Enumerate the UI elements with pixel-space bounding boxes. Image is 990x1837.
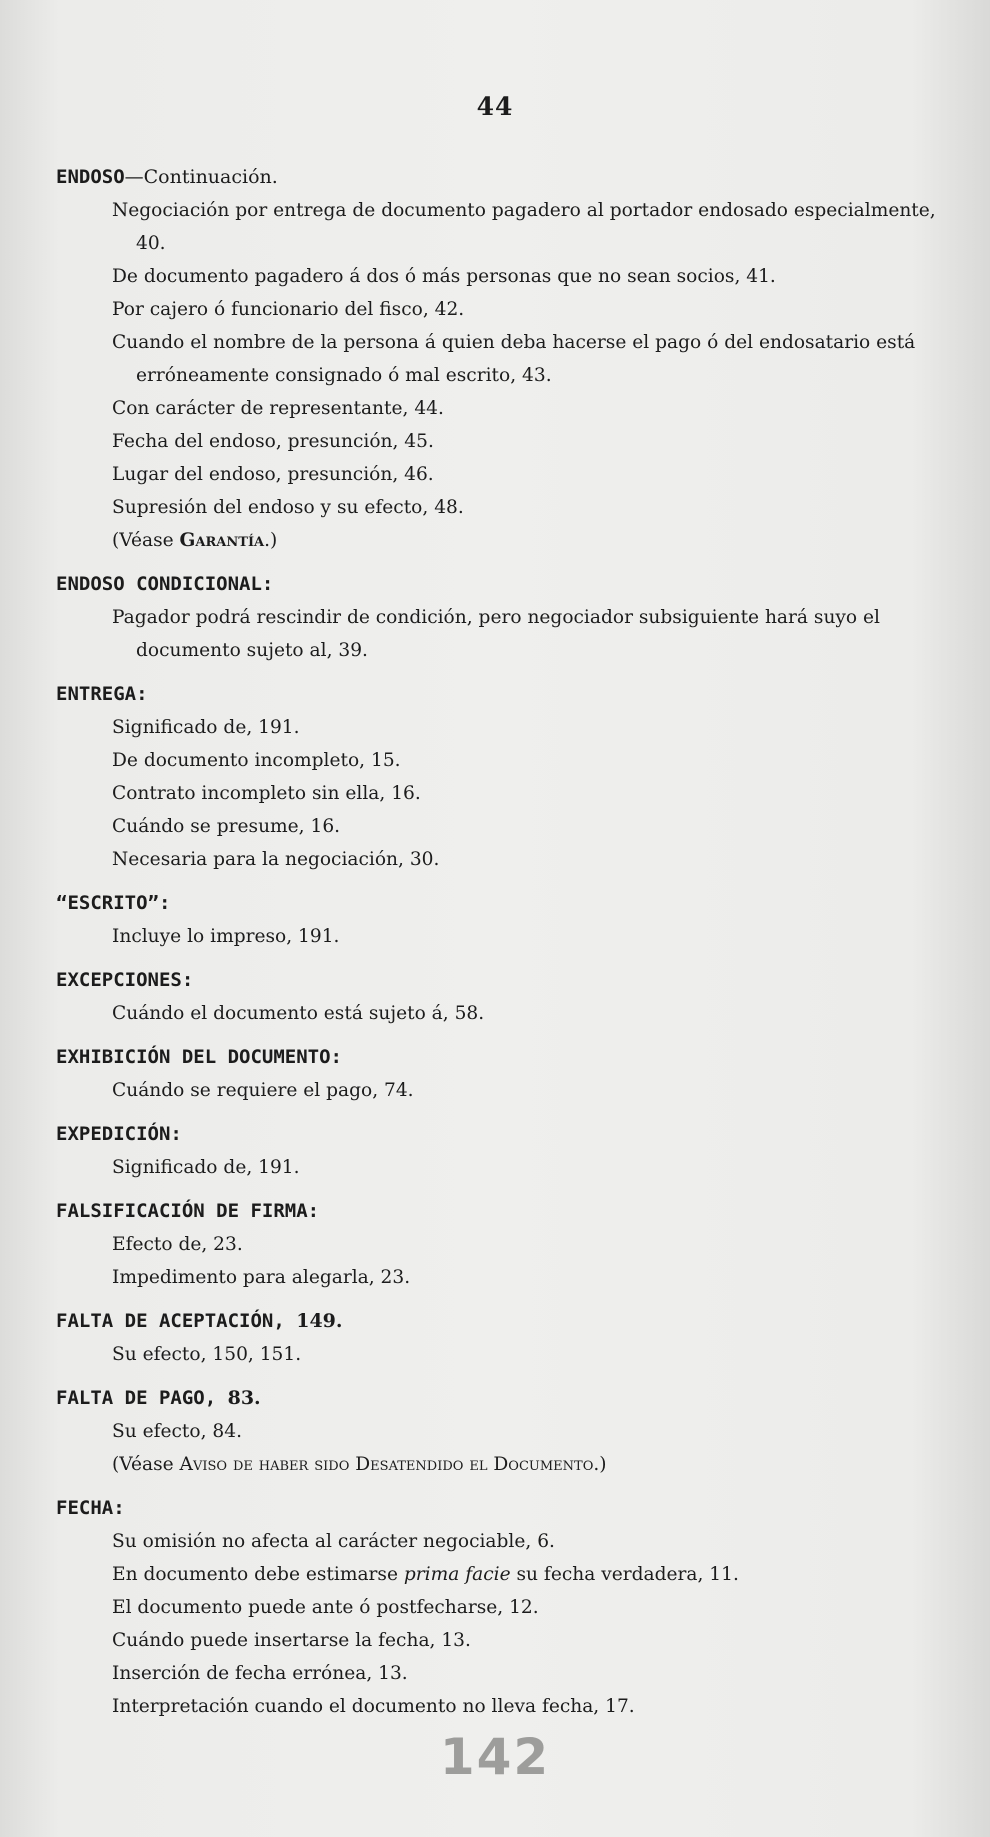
- entry-heading: ENDOSO—Continuación.: [56, 166, 278, 188]
- index-entry-excepciones: [56, 963, 961, 1030]
- entry-line: Necesaria para la negociación, 30.: [112, 849, 440, 870]
- entry-line: Pagador podrá rescindir de condición, pero negociador subsiguiente hará suyo el documento sujeto al, 39.: [112, 607, 880, 661]
- index-entry-falsificacion: [56, 1194, 961, 1294]
- entry-line: Supresión del endoso y su efecto, 48.: [112, 497, 464, 518]
- entry-line: Cuándo se requiere el pago, 74.: [112, 1080, 414, 1101]
- entry-line: Su efecto, 84.: [112, 1421, 242, 1442]
- entry-line: Su efecto, 150, 151.: [112, 1344, 302, 1365]
- entry-heading: EXHIBICIÓN DEL DOCUMENTO:: [56, 1046, 342, 1068]
- entry-line: Fecha del endoso, presunción, 45.: [112, 431, 434, 452]
- entry-line: En documento debe estimarse prima facie su fecha verdadera, 11.: [112, 1564, 739, 1585]
- entry-line: Incluye lo impreso, 191.: [112, 926, 340, 947]
- see-also: (Véase Garantía.): [112, 530, 278, 551]
- entry-line: Significado de, 191.: [112, 1157, 300, 1178]
- entry-line: Negociación por entrega de documento pagadero al portador endosado especialmente, 40.: [112, 200, 936, 254]
- index-entry-falta-pago: [56, 1381, 961, 1481]
- entry-line: Contrato incompleto sin ella, 16.: [112, 783, 421, 804]
- entry-line: Su omisión no afecta al carácter negociable, 6.: [112, 1531, 555, 1552]
- entry-line: De documento incompleto, 15.: [112, 750, 401, 771]
- index-entry-entrega: [56, 677, 961, 876]
- entry-heading: “ESCRITO”:: [56, 892, 171, 914]
- entry-line: Cuándo se presume, 16.: [112, 816, 341, 837]
- see-also: (Véase Aviso de haber sido Desatendido el Documento.): [112, 1454, 607, 1475]
- entry-heading: ENTREGA:: [56, 683, 148, 705]
- entry-line: Por cajero ó funcionario del fisco, 42.: [112, 299, 465, 320]
- index-entry-escrito: [56, 886, 961, 953]
- entry-heading: FALTA DE PAGO, 83.: [56, 1387, 261, 1409]
- entry-heading: FALTA DE ACEPTACIÓN, 149.: [56, 1310, 343, 1332]
- entry-line: De documento pagadero á dos ó más personas que no sean socios, 41.: [112, 266, 776, 287]
- entry-line: El documento puede ante ó postfecharse, 12.: [112, 1597, 539, 1618]
- index-entry-fecha: [56, 1491, 961, 1723]
- entry-line: Interpretación cuando el documento no lleva fecha, 17.: [112, 1696, 635, 1717]
- entry-heading: EXPEDICIÓN:: [56, 1123, 182, 1145]
- entry-line: Cuando el nombre de la persona á quien deba hacerse el pago ó del endosatario está erróneamente consignado ó mal escrito, 43.: [112, 332, 916, 386]
- index-entry-expedicion: [56, 1117, 961, 1184]
- page-number: 44: [476, 92, 514, 121]
- entry-line: Cuándo el documento está sujeto á, 58.: [112, 1003, 485, 1024]
- entry-line: Con carácter de representante, 44.: [112, 398, 444, 419]
- entry-line: Inserción de fecha errónea, 13.: [112, 1663, 408, 1684]
- entry-line: Cuándo puede insertarse la fecha, 13.: [112, 1630, 471, 1651]
- entry-heading: ENDOSO CONDICIONAL:: [56, 573, 274, 595]
- stamped-number: 142: [439, 1728, 551, 1786]
- index-list: [56, 160, 961, 1733]
- entry-line: Efecto de, 23.: [112, 1234, 243, 1255]
- entry-line: Lugar del endoso, presunción, 46.: [112, 464, 434, 485]
- entry-heading: EXCEPCIONES:: [56, 969, 194, 991]
- index-entry-endoso-condicional: [56, 567, 961, 667]
- entry-heading: FECHA:: [56, 1497, 125, 1519]
- index-entry-endoso: [56, 160, 961, 557]
- index-entry-falta-aceptacion: [56, 1304, 961, 1371]
- entry-line: Impedimento para alegarla, 23.: [112, 1267, 411, 1288]
- entry-heading: FALSIFICACIÓN DE FIRMA:: [56, 1200, 320, 1222]
- entry-line: Significado de, 191.: [112, 717, 300, 738]
- index-entry-exhibicion: [56, 1040, 961, 1107]
